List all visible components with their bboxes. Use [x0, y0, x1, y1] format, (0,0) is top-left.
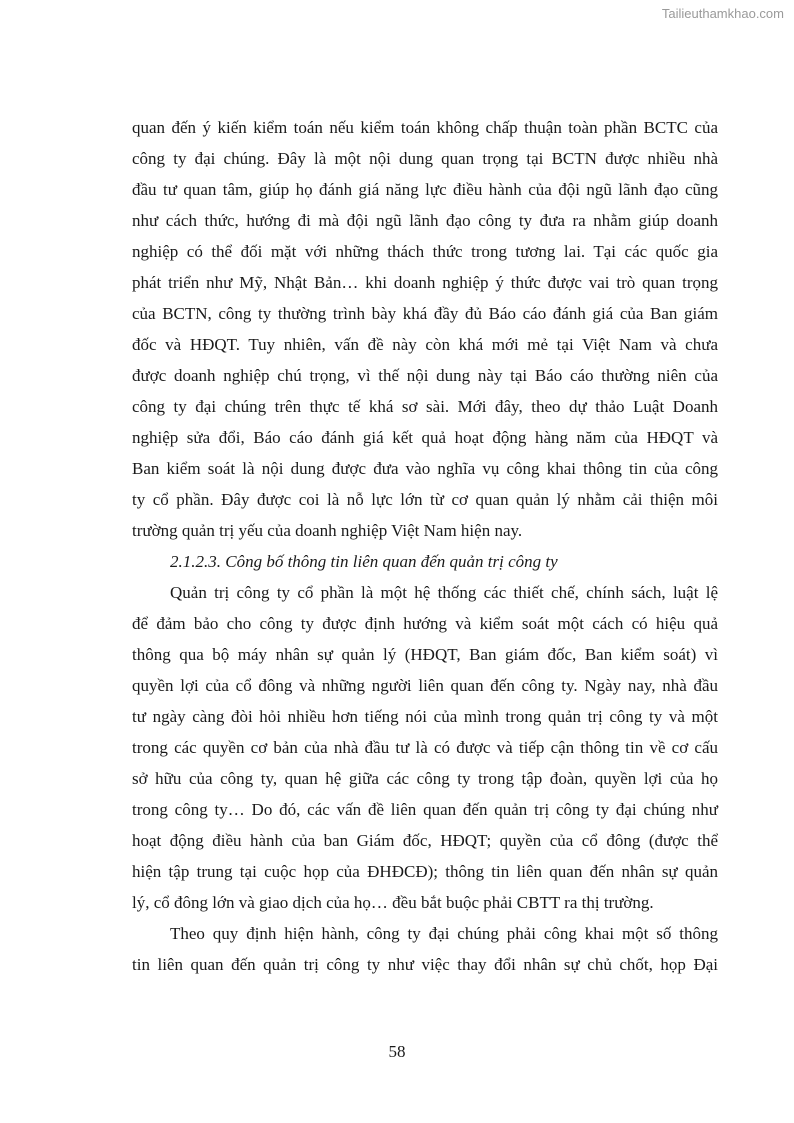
text-line: nghiệp sửa đổi, Báo cáo đánh giá kết quả hoạt động hàng năm của HĐQT và: [132, 428, 718, 447]
text-line: quyền lợi của cổ đông và những người liên quan đến công ty. Ngày nay, nhà đầu: [132, 676, 718, 695]
text-line: để đảm bảo cho công ty được định hướng và kiểm soát một cách có hiệu quả: [132, 614, 718, 633]
text-line: công ty đại chúng. Đây là một nội dung quan trọng tại BCTN được nhiều nhà: [132, 149, 718, 168]
paragraph-3: [132, 918, 718, 980]
text-line: Quản trị công ty cổ phần là một hệ thống các thiết chế, chính sách, luật lệ: [170, 583, 718, 602]
text-line: đầu tư quan tâm, giúp họ đánh giá năng lực điều hành của đội ngũ lãnh đạo cũng: [132, 180, 718, 199]
text-line: hoạt động điều hành của ban Giám đốc, HĐQT; quyền của cổ đông (được thể: [132, 831, 718, 850]
text-line: phát triển như Mỹ, Nhật Bản… khi doanh nghiệp ý thức được vai trò quan trọng: [132, 273, 718, 292]
text-line: Theo quy định hiện hành, công ty đại chúng phải công khai một số thông: [170, 924, 718, 943]
text-line: tin liên quan đến quản trị công ty như việc thay đổi nhân sự chủ chốt, họp Đại: [132, 955, 718, 974]
text-line: thông qua bộ máy nhân sự quản lý (HĐQT, Ban giám đốc, Ban kiểm soát) vì: [132, 645, 718, 664]
text-line: trong các quyền cơ bản của nhà đầu tư là có được và tiếp cận thông tin về cơ cấu: [132, 738, 718, 757]
page-number: 58: [388, 1042, 406, 1061]
text-line: lý, cổ đông lớn và giao dịch của họ… đều bắt buộc phải CBTT ra thị trường.: [132, 893, 654, 912]
text-line: của BCTN, công ty thường trình bày khá đầy đủ Báo cáo đánh giá của Ban giám: [132, 304, 718, 323]
text-line: tư ngày càng đòi hỏi nhiều hơn tiếng nói của mình trong quản trị công ty và một: [132, 707, 718, 726]
text-line: hiện tập trung tại cuộc họp của ĐHĐCĐ); thông tin liên quan đến nhân sự quản: [132, 862, 718, 881]
section-heading: 2.1.2.3. Công bố thông tin liên quan đến quản trị công ty: [170, 552, 558, 571]
text-line: như cách thức, hướng đi mà đội ngũ lãnh đạo công ty đưa ra nhằm giúp doanh: [132, 211, 718, 230]
text-line: công ty đại chúng trên thực tế khá sơ sài. Mới đây, theo dự thảo Luật Doanh: [132, 397, 718, 416]
text-line: trong công ty… Do đó, các vấn đề liên quan đến quản trị công ty đại chúng như: [132, 800, 718, 819]
page-body: [132, 112, 718, 980]
watermark: Tailieuthamkhao.com: [661, 6, 784, 21]
text-line: ty cổ phần. Đây được coi là nỗ lực lớn từ cơ quan quản lý nhằm cải thiện môi: [132, 490, 718, 509]
text-line: sở hữu của công ty, quan hệ giữa các công ty trong tập đoàn, quyền lợi của họ: [132, 769, 718, 788]
paragraph-2: [132, 577, 718, 918]
text-line: đốc và HĐQT. Tuy nhiên, vấn đề này còn khá mới mẻ tại Việt Nam và chưa: [132, 335, 718, 354]
text-line: được doanh nghiệp chú trọng, vì thế nội dung này tại Báo cáo thường niên của: [132, 366, 718, 385]
paragraph-1: [132, 112, 718, 546]
text-line: nghiệp có thể đối mặt với những thách thức trong tương lai. Tại các quốc gia: [132, 242, 718, 261]
text-line: trường quản trị yếu của doanh nghiệp Việt Nam hiện nay.: [132, 521, 523, 540]
text-line: Ban kiểm soát là nội dung được đưa vào nghĩa vụ công khai thông tin của công: [132, 459, 718, 478]
text-line: quan đến ý kiến kiểm toán nếu kiểm toán không chấp thuận toàn phần BCTC của: [132, 118, 718, 137]
